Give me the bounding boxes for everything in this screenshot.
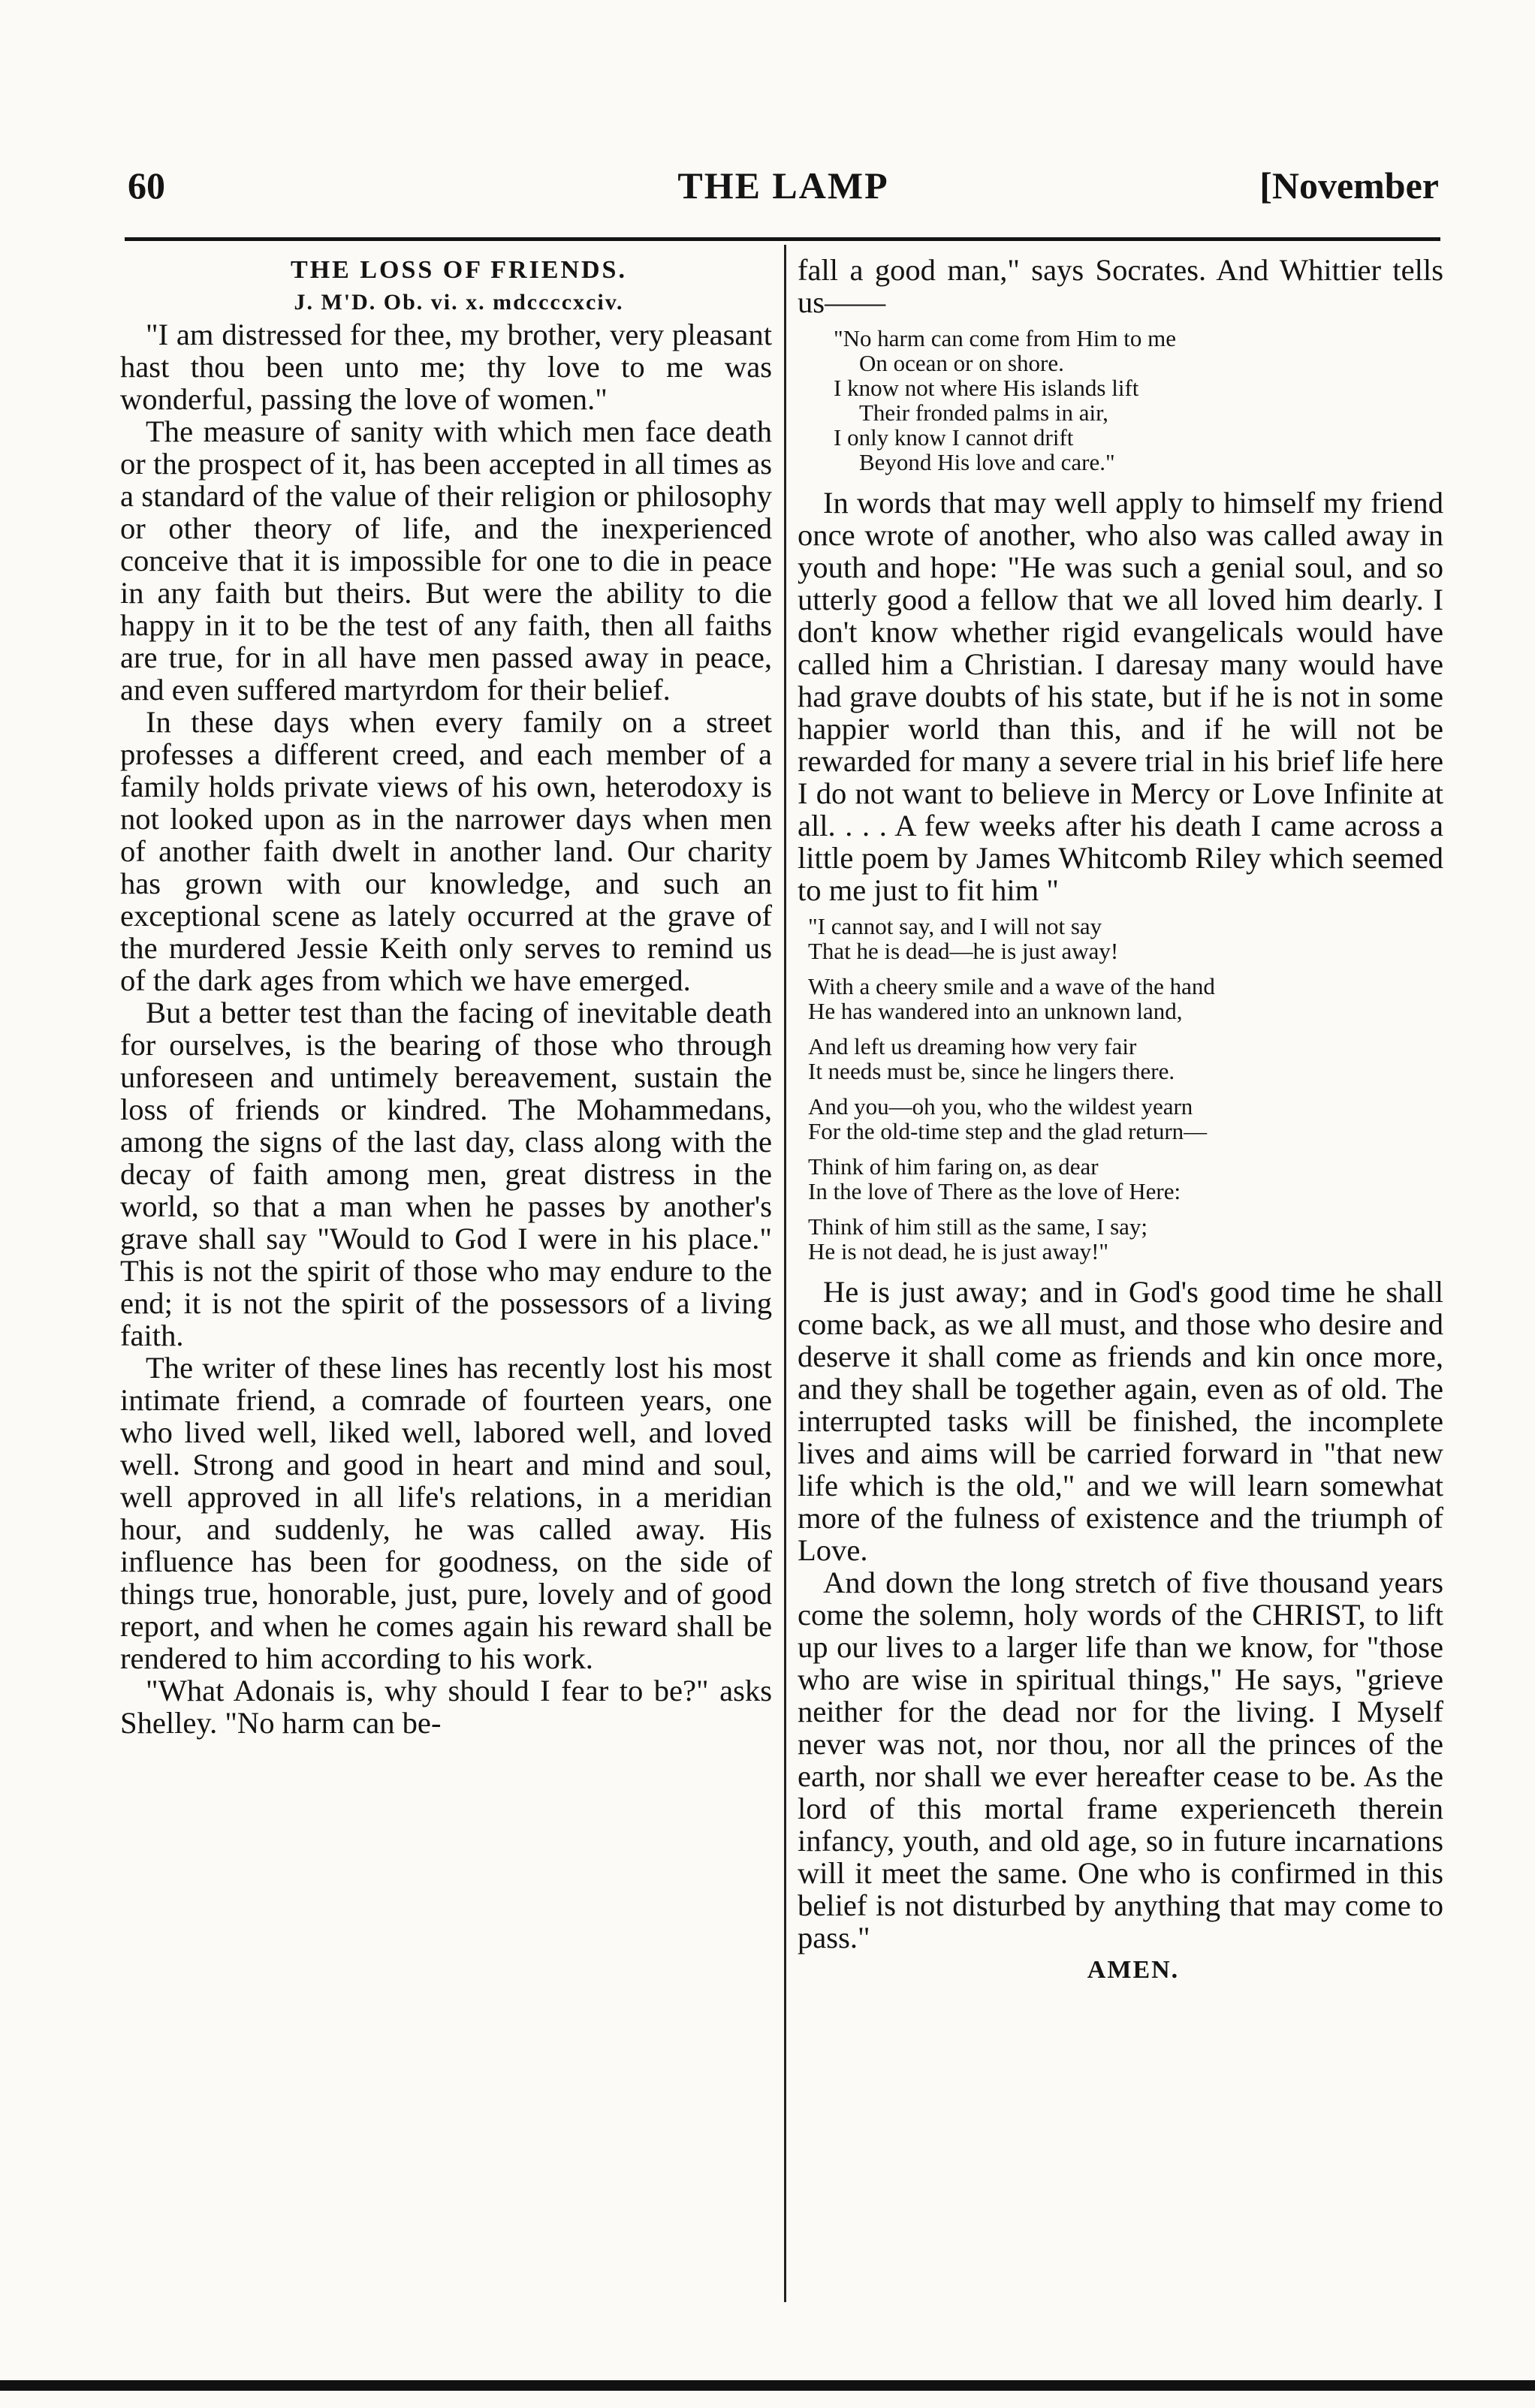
closing-amen: AMEN.	[1087, 1956, 1180, 1984]
riley-poem	[808, 914, 1443, 1264]
paragraph: And down the long stretch of five thousand years come the solemn, holy words of the CHRIST, to lift up our lives to a larger life than we know, for "those who are wise in spiritual things," He says, "grieve neither for the dead nor for the living. I Myself never was not, nor thou, nor all the princes of the earth, nor shall we ever hereafter cease to be. As the lord of this mortal frame experienceth therein infancy, youth, and old age, so in future incarnations will it meet the same. One who is confirmed in this belief is not disturbed by anything that may come to pass."	[798, 1566, 1443, 1954]
paragraph-continued: fall a good man," says Socrates. And Whittier tells us——	[798, 253, 1443, 319]
paragraph: "What Adonais is, why should I fear to be?" asks Shelley. "No harm can be-	[120, 1674, 772, 1740]
paragraph: But a better test than the facing of inevitable death for ourselves, is the bearing of those who through unforeseen and untimely bereavement, sustain the loss of friends or kindred. The Mohammedans, among the signs of the last day, class along with the decay of faith among men, great distress in the world, so that a man when he passes by another's grave shall say "Would to God I were in his place." This is not the spirit of those who may endure to the end; it is not the spirit of the possessors of a living faith.	[120, 996, 772, 1352]
verse-line: With a cheery smile and a wave of the hand	[808, 973, 1215, 999]
verse-line: On ocean or on shore.	[859, 350, 1064, 376]
paragraph: "I am distressed for thee, my brother, very pleasant hast thou been unto me; thy love to me was wonderful, passing the love of women."	[120, 318, 772, 416]
verse-line: He is not dead, he is just away!"	[808, 1238, 1109, 1264]
running-header	[128, 164, 1439, 216]
paragraph: In words that may well apply to himself my friend once wrote of another, who also was called away in youth and hope: "He was such a genial soul, and so utterly good a fellow that we all loved him dearly. I don't know whether rigid evangelicals would have called him a Christian. I daresay many would have had grave doubts of his state, but if he is not in some happier world than this, and if he will not be rewarded for many a severe trial in his brief life here I do not want to believe in Mercy or Love Infinite at all. . . . A few weeks after his death I came across a little poem by James Whitcomb Riley which seemed to me just to fit him "	[798, 486, 1443, 907]
paragraph: The measure of sanity with which men face death or the prospect of it, has been accepted in all times as a standard of the value of their religion or philosophy or other theory of life, and the inexperienced conceive that it is impossible for one to die in peace in any faith but theirs. But were the ability to die happy in it to be the test of any faith, then all faiths are true, for in all have men passed away in peace, and even suffered martyrdom for their belief.	[120, 414, 772, 707]
verse-line: And left us dreaming how very fair	[808, 1033, 1137, 1059]
verse-line: I know not where His islands lift	[834, 375, 1139, 401]
verse-line: "No harm can come from Him to me	[834, 325, 1176, 351]
right-column	[798, 254, 1443, 1986]
paragraph: In these days when every family on a street professes a different creed, and each member of a family holds private views of his own, heterodoxy is not looked upon as in the narrower days when men of another faith dwelt in another land. Our charity has grown with our knowledge, and such an exceptional scene as lately occurred at the grave of the murdered Jessie Keith only serves to remind us of the dark ages from which we have emerged.	[120, 705, 772, 997]
paragraph: The writer of these lines has recently lost his most intimate friend, a comrade of fourteen years, one who lived well, liked well, labored well, and loved well. Strong and good in heart and mind and soul, well approved in all life's relations, in a meridian hour, and suddenly, he was called away. His influence has been for goodness, on the side of things true, honorable, just, pure, lovely and of good report, and when he comes again his reward shall be rendered to him according to his work.	[120, 1351, 772, 1675]
verse-line: He has wandered into an unknown land,	[808, 998, 1183, 1024]
verse-line: "I cannot say, and I will not say	[808, 913, 1102, 939]
verse-line: And you—oh you, who the wildest yearn	[808, 1093, 1193, 1120]
whittier-poem	[834, 326, 1443, 475]
verse-line: That he is dead—he is just away!	[808, 938, 1119, 964]
verse-line: In the love of There as the love of Here:	[808, 1178, 1181, 1204]
article-title: THE LOSS OF FRIENDS.	[291, 256, 627, 284]
page-bottom-edge	[0, 2380, 1535, 2391]
verse-line: Think of him faring on, as dear	[808, 1153, 1099, 1180]
verse-line: Think of him still as the same, I say;	[808, 1213, 1148, 1240]
column-divider	[784, 245, 786, 2302]
article-dedication: J. M'D. Ob. vi. x. mdccccxciv.	[294, 290, 624, 315]
running-title: THE LAMP	[677, 164, 889, 206]
verse-line: For the old-time step and the glad return—	[808, 1118, 1208, 1144]
verse-line: I only know I cannot drift	[834, 424, 1074, 451]
running-month: [November	[1259, 164, 1439, 206]
verse-line: It needs must be, since he lingers there.	[808, 1058, 1175, 1084]
paragraph: He is just away; and in God's good time he shall come back, as we all must, and those who desire and deserve it shall come as friends and kin once more, and they shall be together again, even as of old. The interrupted tasks will be finished, the incomplete lives and aims will be carried forward in "that new life which is the old," and we will learn somewhat more of the fulness of existence and the triumph of Love.	[798, 1275, 1443, 1567]
page-number: 60	[128, 164, 165, 206]
left-column	[120, 254, 772, 1739]
verse-line: Their fronded palms in air,	[859, 399, 1108, 426]
verse-line: Beyond His love and care."	[859, 449, 1115, 475]
header-rule	[125, 237, 1440, 241]
